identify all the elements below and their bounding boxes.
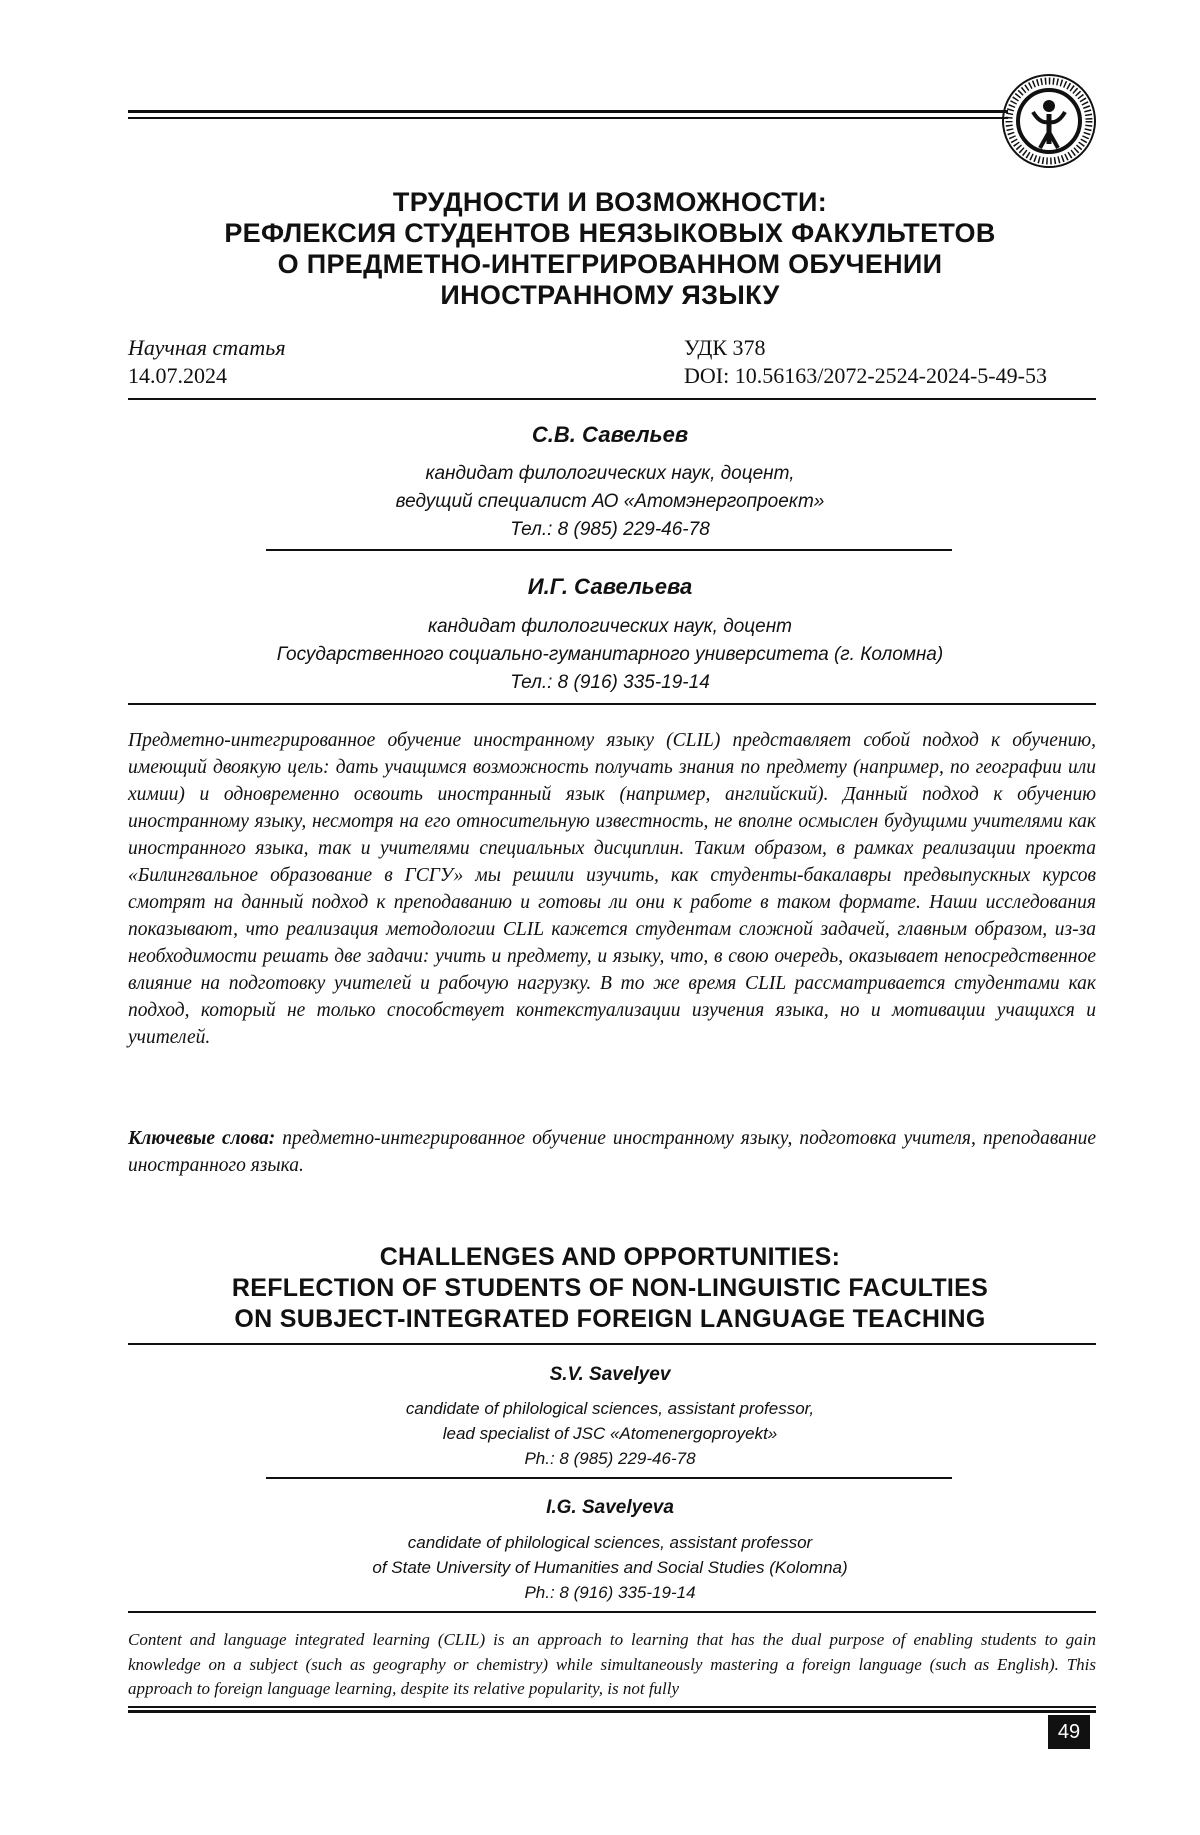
title-en-rule	[128, 1343, 1096, 1345]
affiliation-line: of State University of Humanities and Social Studies (Kolomna)	[372, 1558, 848, 1577]
title-ru-line: О ПРЕДМЕТНО-ИНТЕГРИРОВАННОМ ОБУЧЕНИИ	[277, 249, 943, 279]
udc-code: УДК 378	[684, 335, 766, 360]
affiliation-line: candidate of philological sciences, assistant professor,	[405, 1399, 815, 1418]
abstract-en: Content and language integrated learning (CLIL) is an approach to learning that has the dual purpose of enabling students to gain knowledge on a subject (such as geography or chemistry) while simultaneously mastering a foreign language (such as English). This approach to foreign language learning, despite its relative popularity, is not fully	[128, 1630, 1096, 1698]
keywords-ru	[128, 1125, 1096, 1179]
title-ru-line: РЕФЛЕКСИЯ СТУДЕНТОВ НЕЯЗЫКОВЫХ ФАКУЛЬТЕТОВ	[224, 218, 996, 248]
affiliation-line: Ph.: 8 (916) 335-19-14	[524, 1583, 696, 1602]
abstract-ru: Предметно-интегрированное обучение иностранному языку (CLIL) представляет собой подход к обучению, имеющий двоякую цель: дать учащимся возможность получать знания по предмету (например, по географии или химии) и одновременно освоить иностранный язык (например, английский). Данный подход к обучению иностранному языку, несмотря на его относительную известность, не вполне осмыслен будущими учителями как иностранного языка, так и учителями специальных дисциплин. Таким образом, в рамках реализации проекта «Билингвальное образование в ГСГУ» мы решили изучить, как студенты-бакалавры предвыпускных курсов смотрят на данный подход к преподаванию и готовы ли они к работе в таком формате. Наши исследования показывают, что реализация методологии CLIL кажется студентам сложной задачей, главным образом, из-за необходимости решать две задачи: учить и предмету, и языку, что, в свою очередь, оказывает непосредственное влияние на подготовку учителей и рабочую нагрузку. В то же время CLIL рассматривается студентами как подход, который не только способствует контекстуализации изучения языка, но и мотивации учащихся и учителей.	[128, 730, 1096, 1048]
title-en-line: ON SUBJECT-INTEGRATED FOREIGN LANGUAGE TEACHING	[234, 1305, 986, 1333]
affiliation-line: lead specialist of JSC «Atomenergoproyekt»	[442, 1424, 778, 1443]
title-en-line: CHALLENGES AND OPPORTUNITIES:	[379, 1243, 841, 1271]
meta-rule	[128, 398, 1096, 400]
author-name-en: S.V. Savelyev	[549, 1364, 671, 1385]
title-en	[130, 1242, 1090, 1335]
title-ru-line: ИНОСТРАННОМУ ЯЗЫКУ	[440, 280, 780, 310]
affiliation-line: Тел.: 8 (985) 229-46-78	[510, 519, 710, 540]
article-type: Научная статья	[128, 335, 286, 360]
authors-en-end-rule	[128, 1611, 1096, 1613]
affiliation-line: Ph.: 8 (985) 229-46-78	[524, 1449, 696, 1468]
affiliation-line: candidate of philological sciences, assistant professor	[407, 1533, 813, 1552]
header-rule-top	[128, 110, 1008, 113]
title-ru	[130, 187, 1090, 311]
footer-rule-bottom	[128, 1710, 1096, 1713]
journal-logo	[1000, 72, 1098, 170]
affiliation-line: кандидат филологических наук, доцент,	[425, 463, 795, 484]
affiliation-line: Тел.: 8 (916) 335-19-14	[510, 672, 710, 693]
keywords-text: предметно-интегрированное обучение иностранному языку, подготовка учителя, преподавание иностранного языка.	[128, 1128, 1097, 1176]
author-name: С.В. Савельев	[531, 422, 689, 447]
author-affiliation-en	[130, 1530, 1090, 1605]
article-date: 14.07.2024	[128, 363, 227, 388]
authors-end-rule	[128, 703, 1096, 705]
author-name-en: I.G. Savelyeva	[546, 1497, 674, 1518]
author-affiliation-en	[130, 1396, 1090, 1471]
author-affiliation	[130, 460, 1090, 544]
keywords-label: Ключевые слова:	[128, 1128, 276, 1149]
author-divider-en	[266, 1477, 952, 1479]
title-en-line: REFLECTION OF STUDENTS OF NON-LINGUISTIC FACULTIES	[231, 1274, 989, 1302]
author-name: И.Г. Савельева	[527, 574, 693, 599]
title-ru-line: ТРУДНОСТИ И ВОЗМОЖНОСТИ:	[392, 187, 828, 217]
doi-link[interactable]: DOI: 10.56163/2072-2524-2024-5-49-53	[684, 363, 1047, 388]
page-number: 49	[1048, 1715, 1090, 1749]
affiliation-line: кандидат филологических наук, доцент	[428, 616, 792, 637]
affiliation-line: ведущий специалист АО «Атомэнергопроект»	[395, 491, 825, 512]
author-affiliation	[130, 613, 1090, 697]
header-rule-bottom	[128, 117, 1008, 119]
author-divider	[266, 549, 952, 551]
affiliation-line: Государственного социально-гуманитарного университета (г. Коломна)	[276, 644, 944, 665]
footer-rule-top	[128, 1706, 1096, 1708]
